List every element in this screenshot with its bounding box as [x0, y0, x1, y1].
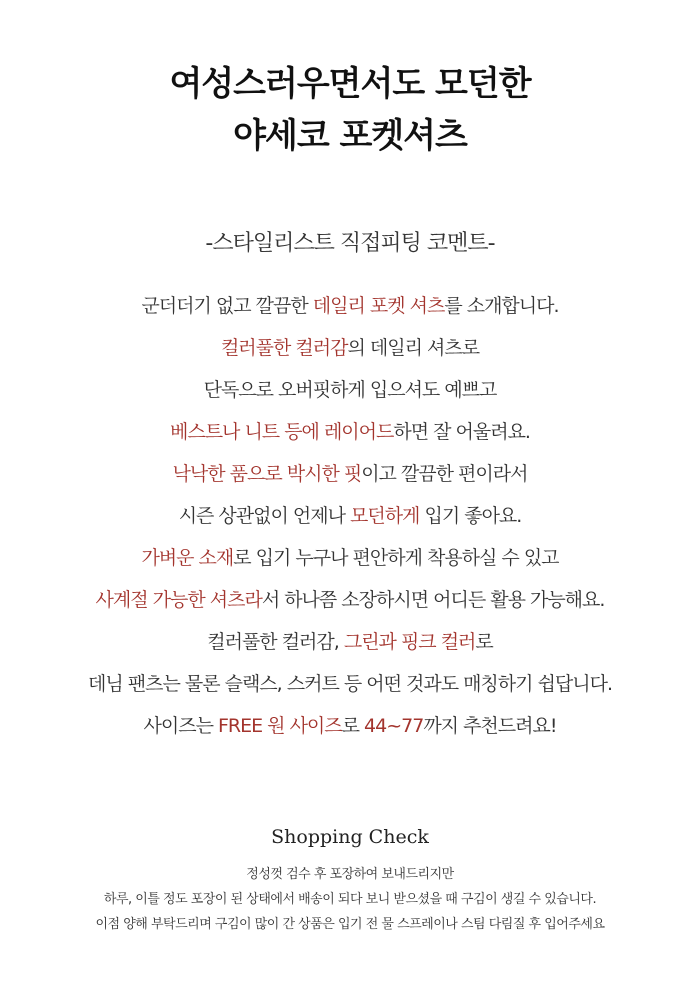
comment-text: 로 [475, 631, 493, 653]
highlight-text: 낙낙한 품으로 박시한 핏 [172, 463, 362, 485]
title-line-1: 여성스러우면서도 모던한 [169, 64, 531, 104]
highlight-text: 모던하게 [350, 505, 420, 527]
comment-text: 사이즈는 [143, 715, 218, 737]
comment-line [0, 705, 700, 747]
highlight-text: 베스트나 니트 등에 레이어드 [170, 421, 394, 443]
title-line-2: 야세코 포켓셔츠 [233, 116, 467, 156]
comment-text: 컬러풀한 컬러감, [207, 631, 344, 653]
notice-line-3: 이점 양해 부탁드리며 구김이 많이 간 상품은 입기 전 물 스프레이나 스팀 다림질 후 입어주세요 [95, 917, 605, 932]
stylist-comment-heading: -스타일리스트 직접피팅 코멘트- [205, 231, 495, 256]
highlight-text: FREE 원 사이즈 [218, 715, 342, 737]
comment-line [0, 621, 700, 663]
comment-line [0, 327, 700, 369]
comment-text: 군더더기 없고 깔끔한 [141, 295, 313, 317]
comment-line [0, 579, 700, 621]
comment-text: 서 하나쯤 소장하시면 어디든 활용 가능해요. [261, 589, 605, 611]
highlight-text: 컬러풀한 컬러감 [220, 337, 348, 359]
comment-line [0, 495, 700, 537]
comment-text: 데님 팬츠는 물론 슬랙스, 스커트 등 어떤 것과도 매칭하기 쉽답니다. [88, 673, 612, 695]
comment-line [0, 453, 700, 495]
shopping-check-heading: Shopping Check [271, 826, 429, 848]
product-title [0, 58, 700, 162]
stylist-comments [0, 285, 700, 747]
comment-text: 입기 좋아요. [419, 505, 522, 527]
comment-text: 로 입기 누구나 편안하게 착용하실 수 있고 [233, 547, 559, 569]
comment-text: 시즌 상관없이 언제나 [178, 505, 350, 527]
comment-text: 까지 추천드려요! [423, 715, 557, 737]
comment-text: 하면 잘 어울려요. [393, 421, 530, 443]
comment-text: 로 [341, 715, 365, 737]
highlight-text: 사계절 가능한 셔츠라 [95, 589, 262, 611]
highlight-text: 44~77 [364, 715, 424, 737]
highlight-text: 그린과 핑크 컬러 [343, 631, 476, 653]
comment-text: 단독으로 오버핏하게 입으셔도 예쁘고 [203, 379, 497, 401]
comment-line [0, 663, 700, 705]
comment-line [0, 285, 700, 327]
highlight-text: 데일리 포켓 셔츠 [312, 295, 445, 317]
shopping-check-notice [0, 862, 700, 937]
highlight-text: 가벼운 소재 [141, 547, 234, 569]
comment-text: 이고 깔끔한 편이라서 [361, 463, 528, 485]
comment-line [0, 411, 700, 453]
comment-text: 의 데일리 셔츠로 [347, 337, 480, 359]
comment-text: 를 소개합니다. [444, 295, 559, 317]
comment-line [0, 537, 700, 579]
notice-line-1: 정성껏 검수 후 포장하여 보내드리지만 [246, 867, 454, 882]
comment-line [0, 369, 700, 411]
notice-line-2: 하루, 이틀 정도 포장이 된 상태에서 배송이 되다 보니 받으셨을 때 구김이 생길 수 있습니다. [103, 892, 597, 907]
